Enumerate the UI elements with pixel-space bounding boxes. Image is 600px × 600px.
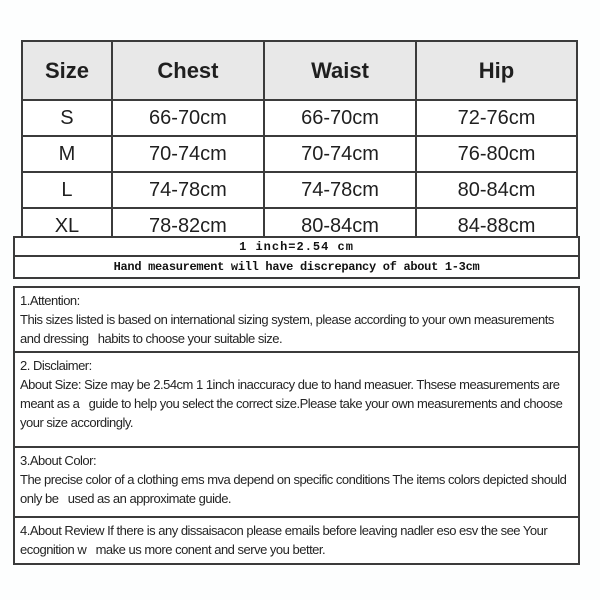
table-row-l: [22, 172, 577, 208]
col-header-hip: Hip: [416, 41, 577, 100]
chest-cell: 74-78cm: [112, 172, 264, 208]
hip-cell: 80-84cm: [416, 172, 577, 208]
note-body: This sizes listed is based on international sizing system, please according to your own measurements and dressing habits to choose your suitable size.: [20, 312, 557, 346]
note-body: The precise color of a clothing ems mva depend on specific conditions The items colors depicted should only be used as an approximate guide.: [20, 472, 570, 506]
hip-cell: 76-80cm: [416, 136, 577, 172]
table-row-s: [22, 100, 577, 136]
col-header-size: Size: [22, 41, 112, 100]
note-title: 1.Attention:: [20, 293, 80, 308]
table-header-row: [22, 41, 577, 100]
note-disclaimer: [13, 351, 580, 448]
inch-conversion-note: 1 inch=2.54 cm: [13, 236, 580, 257]
note-attention: [13, 286, 580, 353]
col-header-chest: Chest: [112, 41, 264, 100]
chest-cell: 78-82cm: [112, 208, 264, 244]
size-cell: M: [22, 136, 112, 172]
note-body: 4.About Review If there is any dissaisacon please emails before leaving nadler eso esv the see Your ecognition w make us more conent and serve you better.: [20, 523, 551, 557]
size-chart-table: [21, 40, 578, 245]
col-header-waist: Waist: [264, 41, 416, 100]
note-title: 3.About Color:: [20, 453, 97, 468]
size-cell: S: [22, 100, 112, 136]
note-about-review: [13, 516, 580, 565]
chest-cell: 70-74cm: [112, 136, 264, 172]
size-cell: XL: [22, 208, 112, 244]
notes-section: [13, 286, 580, 565]
hip-cell: 84-88cm: [416, 208, 577, 244]
chest-cell: 66-70cm: [112, 100, 264, 136]
hip-cell: 72-76cm: [416, 100, 577, 136]
size-cell: L: [22, 172, 112, 208]
waist-cell: 70-74cm: [264, 136, 416, 172]
waist-cell: 80-84cm: [264, 208, 416, 244]
table-row-m: [22, 136, 577, 172]
waist-cell: 66-70cm: [264, 100, 416, 136]
note-body: About Size: Size may be 2.54cm 1 1inch inaccuracy due to hand measuer. Thsese measurements are meant as a guide to help you select the correct size.Please take your own measurements and choose your size accordingly.: [20, 377, 566, 430]
waist-cell: 74-78cm: [264, 172, 416, 208]
hand-measurement-note: Hand measurement will have discrepancy of about 1-3cm: [13, 255, 580, 279]
note-title: 2. Disclaimer:: [20, 358, 92, 373]
note-about-color: [13, 446, 580, 518]
